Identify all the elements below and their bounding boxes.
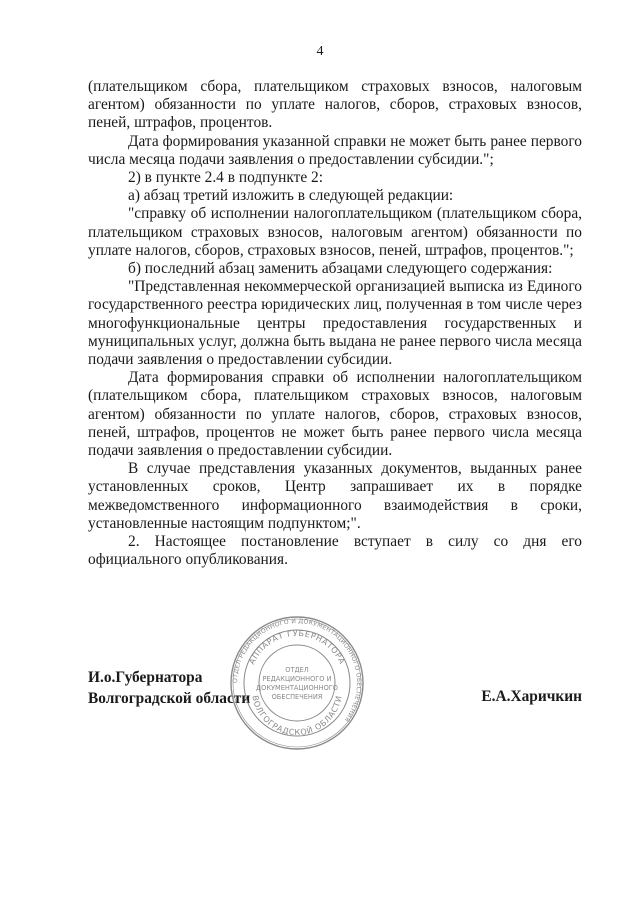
paragraph: 2) в пункте 2.4 в подпункте 2: [128, 169, 323, 187]
paragraph: б) последний абзац заменить абзацами следующего содержания: [128, 260, 553, 278]
official-seal [228, 614, 366, 752]
paragraph: Дата формирования указанной справки не может быть ранее первого числа месяца подачи заявления о предоставлении субсидии."; [88, 132, 582, 168]
paragraph: "Представленная некоммерческой организацией выписка из Единого государственного реестра юридических лиц, полученная в том числе через многофункциональные центры предоставления государственных и муниципальных услуг, должна быть выдана не ранее первого числа месяца подачи заявления о предоставлении субсидии. [88, 278, 582, 369]
paragraph: а) абзац третий изложить в следующей редакции: [128, 187, 454, 205]
seal-outer-ring-text: ОТДЕЛ РЕДАКЦИОННОГО И ДОКУМЕНТАЦИОННОГО ОБЕСПЕЧЕНИЯ [231, 617, 363, 723]
paragraph: В случае представления указанных документов, выданных ранее установленных сроков, Центр запрашивает их в порядке межведомственного информационного взаимодействия в сроки, установленные настоящим подпунктом;". [88, 460, 582, 532]
seal-center-line-2: РЕДАКЦИОННОГО И [262, 675, 332, 683]
signatory-name: Е.А.Харичкин [481, 688, 582, 705]
document-body [88, 78, 582, 569]
signatory-region: Волгоградской области [88, 690, 251, 707]
paragraph: "справку об исполнении налогоплательщиком (плательщиком сбора, плательщиком страховых взносов, налоговым агентом) обязанности по уплате налогов, сборов, страховых взносов, пеней, штрафов, процентов."; [88, 205, 582, 259]
paragraph: 2. Настоящее постановление вступает в силу со дня его официального опубликования. [88, 533, 582, 569]
seal-center-line-3: ДОКУМЕНТАЦИОННОГО [256, 684, 338, 692]
paragraph: (плательщиком сбора, плательщиком страховых взносов, налоговым агентом) обязанности по уплате налогов, сборов, страховых взносов, пеней, штрафов, процентов. [88, 78, 582, 132]
signatory-title: И.о.Губернатора [88, 669, 203, 686]
page-number: 4 [316, 44, 324, 59]
seal-top-ring-text: АППАРАТ ГУБЕРНАТОРА [247, 628, 347, 666]
signatory-position [88, 667, 250, 709]
seal-center-line-1: ОТДЕЛ [285, 666, 309, 674]
seal-center-line-4: ОБЕСПЕЧЕНИЯ [271, 693, 323, 701]
seal-bottom-ring-text: ВОЛГОГРАДСКОЙ ОБЛАСТИ [250, 694, 344, 738]
paragraph: Дата формирования справки об исполнении налогоплательщиком (плательщиком сбора, плательщиком страховых взносов, налоговым агентом) обязанности по уплате налогов, сборов, страховых взносов, пеней, штрафов, процентов не может быть ранее первого числа месяца подачи заявления о предоставлении субсидии. [88, 369, 582, 460]
